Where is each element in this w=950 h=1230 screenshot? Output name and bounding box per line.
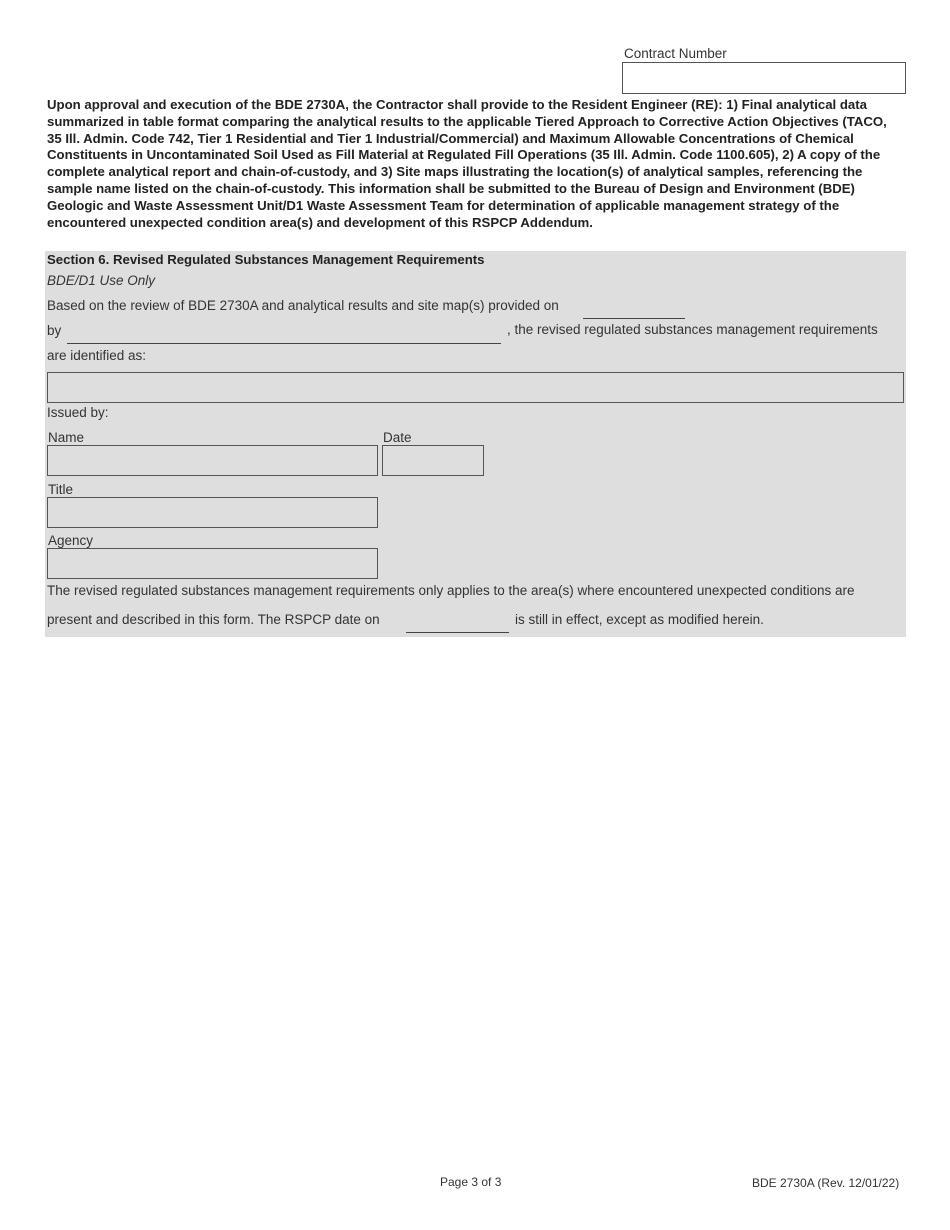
revised-text: , the revised regulated substances management requirements [507,322,878,337]
requirements-field[interactable] [47,372,904,403]
contract-number-label: Contract Number [624,46,727,61]
section-6-title: Section 6. Revised Regulated Substances Management Requirements [47,252,485,267]
contract-number-field[interactable] [622,62,906,94]
title-label: Title [48,482,74,497]
intro-paragraph: Upon approval and execution of the BDE 2730A, the Contractor shall provide to the Resident Engineer (RE): 1) Final analytical data summarized in table format comparing the analytical results to the applicable Tiered Approach to Corrective Action Objectives (TACO, 35 Ill. Admin. Code 742, Tier 1 Residential and Tier 1 Industrial/Commercial) and Maximum Allowable Concentrations of Chemical Constituents in Uncontaminated Soil Used as Fill Material at Regulated Fill Operations (35 Ill. Admin. Code 1100.605), 2) A copy of the complete analytical report and chain-of-custody, and 3) Site maps illustrating the location(s) of analytical samples, referencing the sample name listed on the chain-of-custody. This information shall be submitted to the Bureau of Design and Environment (BDE) Geologic and Waste Assessment Unit/D1 Waste Assessment Team for determination of applicable management strategy of the encountered unexpected condition area(s) and development of this RSPCP Addendum. [47,97,887,230]
rspcp-date-field[interactable] [406,616,509,633]
closing-line-1: The revised regulated substances management requirements only applies to the area(s) where encountered unexpected conditions are [47,583,855,598]
date-field[interactable] [382,445,484,476]
name-field[interactable] [47,445,378,476]
name-label: Name [48,430,85,445]
form-id: BDE 2730A (Rev. 12/01/22) [752,1176,900,1190]
date-label: Date [383,430,412,445]
closing-line-2b: is still in effect, except as modified herein. [515,612,764,627]
use-only-note: BDE/D1 Use Only [47,273,156,288]
agency-label: Agency [48,533,94,548]
provided-on-date-field[interactable] [583,302,685,319]
closing-line-2a: present and described in this form. The RSPCP date on [47,612,380,627]
by-name-field[interactable] [67,327,501,344]
issued-by-label: Issued by: [47,405,109,420]
title-field[interactable] [47,497,378,528]
identified-text: are identified as: [47,348,147,363]
review-text: Based on the review of BDE 2730A and analytical results and site map(s) provided on [47,298,559,313]
agency-field[interactable] [47,548,378,579]
page-number: Page 3 of 3 [440,1175,502,1189]
by-label: by [47,323,62,338]
